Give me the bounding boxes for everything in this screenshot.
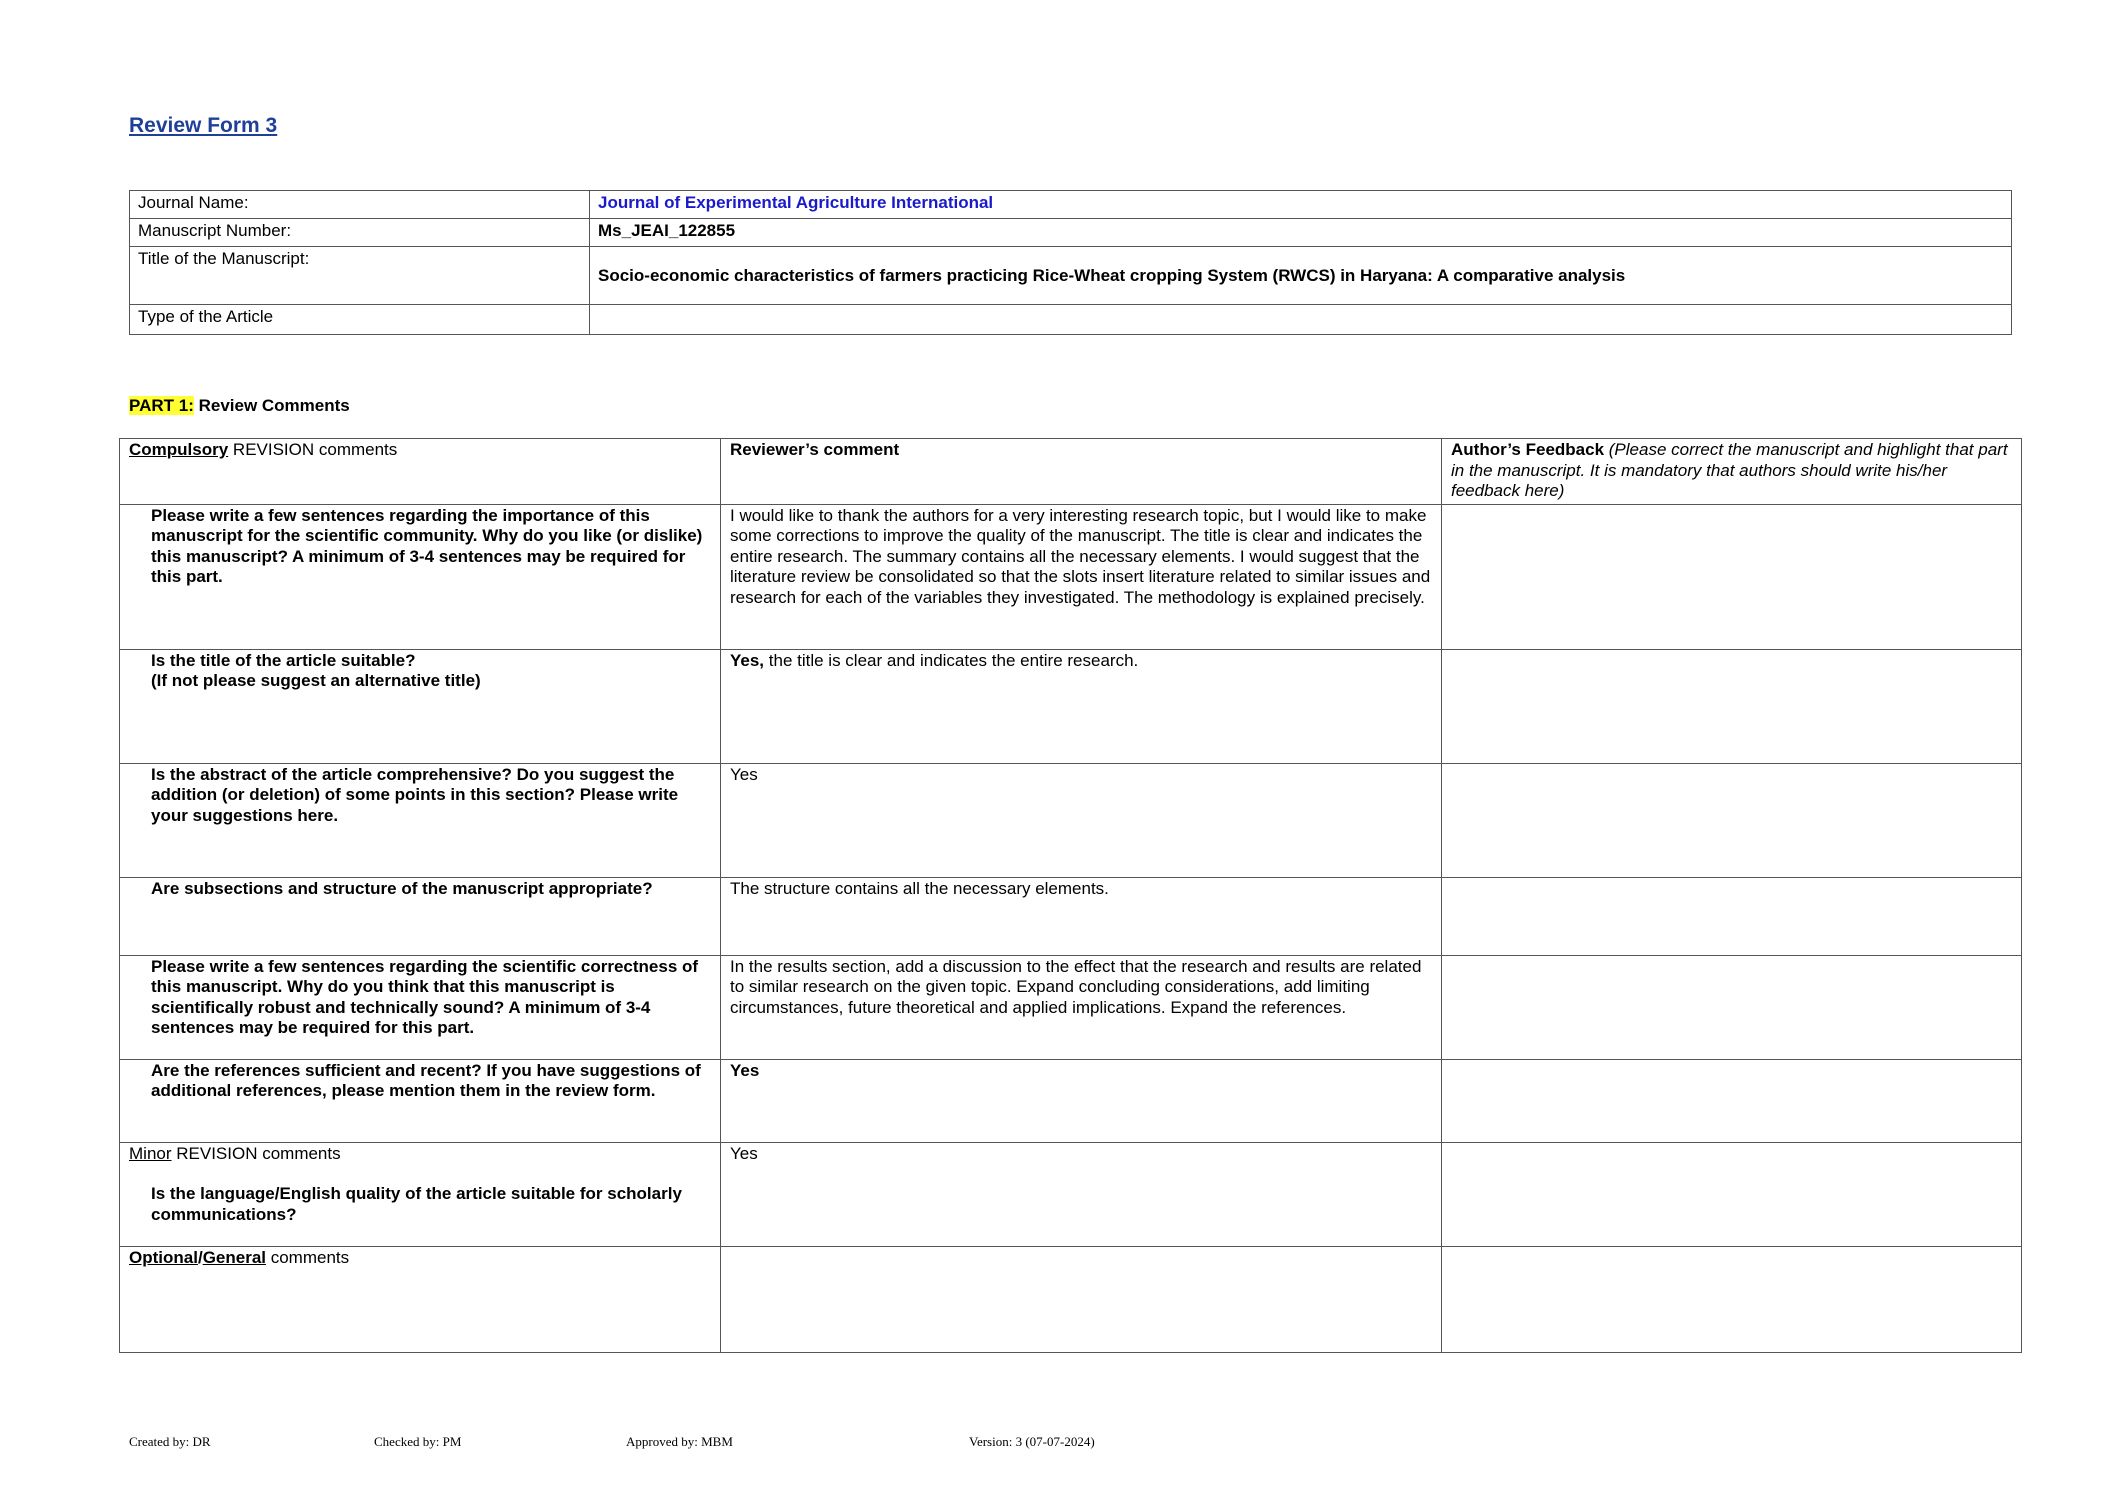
footer-approved-by: Approved by: MBM [626,1434,733,1449]
journal-value: Journal of Experimental Agriculture International [590,191,2012,219]
form-title: Review Form 3 [129,114,278,137]
question-cell [120,955,721,1059]
table-row [120,877,2022,955]
question-cell [120,763,721,877]
question-abstract: Is the abstract of the article comprehensive? Do you suggest the addition (or deletion) of some points in this section? Please write your suggestions here. [151,764,679,825]
question-importance: Please write a few sentences regarding the importance of this manuscript for the scientific community. Why do you like (or dislike) this manuscript? A minimum of 3-4 sentences may be required for this part. [151,505,703,586]
manuscript-title-value: Socio-economic characteristics of farmers practicing Rice-Wheat cropping System (RWCS) in Haryana: A comparative analysis [590,247,2012,305]
minor-revision-label [129,1144,711,1165]
article-type-label: Type of the Article [130,305,590,335]
author-feedback-optional[interactable] [1442,1246,2022,1352]
question-cell [120,877,721,955]
table-row [120,504,2022,649]
author-feedback-structure[interactable] [1442,877,2022,955]
reviewer-comment-importance[interactable]: I would like to thank the authors for a very interesting research topic, but I would like to make some corrections to improve the quality of the manuscript. The title is clear and indicates the entire research. The summary contains all the necessary elements. I would suggest that the literature review be consolidated so that the slots insert literature related to similar issues and research for each of the variables they investigated. The methodology is explained precisely. [721,504,1442,649]
part-label: PART 1: [129,396,194,415]
manuscript-number-row [130,219,2012,247]
reviewer-comment-language[interactable]: Yes [721,1142,1442,1246]
optional-label-rest: comments [266,1247,350,1267]
reviewer-comment-abstract[interactable]: Yes [721,763,1442,877]
journal-row [130,191,2012,219]
author-feedback-abstract[interactable] [1442,763,2022,877]
minor-label-rest: REVISION comments [171,1143,341,1163]
manuscript-title-row [130,247,2012,305]
question-title-alternative: (If not please suggest an alternative title) [151,671,481,690]
manuscript-number-label: Manuscript Number: [130,219,590,247]
optional-comments-cell [120,1246,721,1352]
author-feedback-references[interactable] [1442,1059,2022,1142]
reviewer-comment-title-bold: Yes, [730,650,765,670]
reviewer-comment-title[interactable] [721,649,1442,763]
author-feedback-scientific-correctness[interactable] [1442,955,2022,1059]
question-references: Are the references sufficient and recent? If you have suggestions of additional references, please mention them in the review form. [151,1060,701,1100]
question-scientific-correctness: Please write a few sentences regarding the scientific correctness of this manuscript. Why do you think that this manuscript is scientifically robust and technically sound? A minimum of 3-4 sentences may be required for this part. [151,956,699,1037]
reviewer-comment-scientific-correctness[interactable]: In the results section, add a discussion to the effect that the research and results are related to similar research on the given topic. Expand concluding considerations, add limiting circumstances, future theoretical and applied implications. Expand the references. [721,955,1442,1059]
minor-revision-cell [120,1142,721,1246]
minor-revision-row [120,1142,2022,1246]
table-row [120,955,2022,1059]
author-feedback-importance[interactable] [1442,504,2022,649]
journal-label: Journal Name: [130,191,590,219]
header-compulsory-underlined: Compulsory [129,440,229,459]
question-cell [120,649,721,763]
optional-comments-row [120,1246,2022,1352]
question-structure: Are subsections and structure of the manuscript appropriate? [151,878,653,898]
author-feedback-language[interactable] [1442,1142,2022,1246]
table-row [120,1059,2022,1142]
question-cell [120,504,721,649]
header-compulsory-rest: REVISION comments [228,440,398,459]
reviewer-comment-references[interactable]: Yes [721,1059,1442,1142]
table-row [120,763,2022,877]
article-type-value[interactable] [590,305,2012,335]
footer-created-by: Created by: DR [129,1434,211,1449]
manuscript-number-value: Ms_JEAI_122855 [590,219,2012,247]
minor-label-underlined: Minor [129,1143,172,1163]
manuscript-info-table [129,190,2012,335]
manuscript-title-label: Title of the Manuscript: [130,247,590,305]
header-author-feedback [1442,439,2022,505]
question-language: Is the language/English quality of the article suitable for scholarly communications? [151,1184,682,1224]
optional-label-separator: / [197,1247,203,1267]
header-author-feedback-note: (Please correct the manuscript and highlight that part in the manuscript. It is mandatory that authors should write his/her feedback here) [1451,440,2008,500]
part-title: Review Comments [193,396,350,415]
optional-label: Optional [129,1247,198,1267]
reviewer-comment-structure[interactable]: The structure contains all the necessary elements. [721,877,1442,955]
table-row [120,649,2022,763]
reviewer-comment-optional[interactable] [721,1246,1442,1352]
reviewer-comment-title-rest: the title is clear and indicates the entire research. [764,650,1139,670]
part-heading [129,396,350,416]
footer-checked-by: Checked by: PM [374,1434,462,1449]
footer-version: Version: 3 (07-07-2024) [969,1434,1095,1449]
header-compulsory [120,439,721,505]
table-header-row [120,439,2022,505]
general-label: General [202,1247,266,1267]
header-reviewer-comment: Reviewer’s comment [721,439,1442,505]
question-cell [120,1059,721,1142]
author-feedback-title[interactable] [1442,649,2022,763]
question-title-suitable: Is the title of the article suitable? [151,650,416,670]
article-type-row [130,305,2012,335]
header-author-feedback-bold: Author’s Feedback [1451,440,1605,459]
review-comments-table [119,438,2022,1353]
